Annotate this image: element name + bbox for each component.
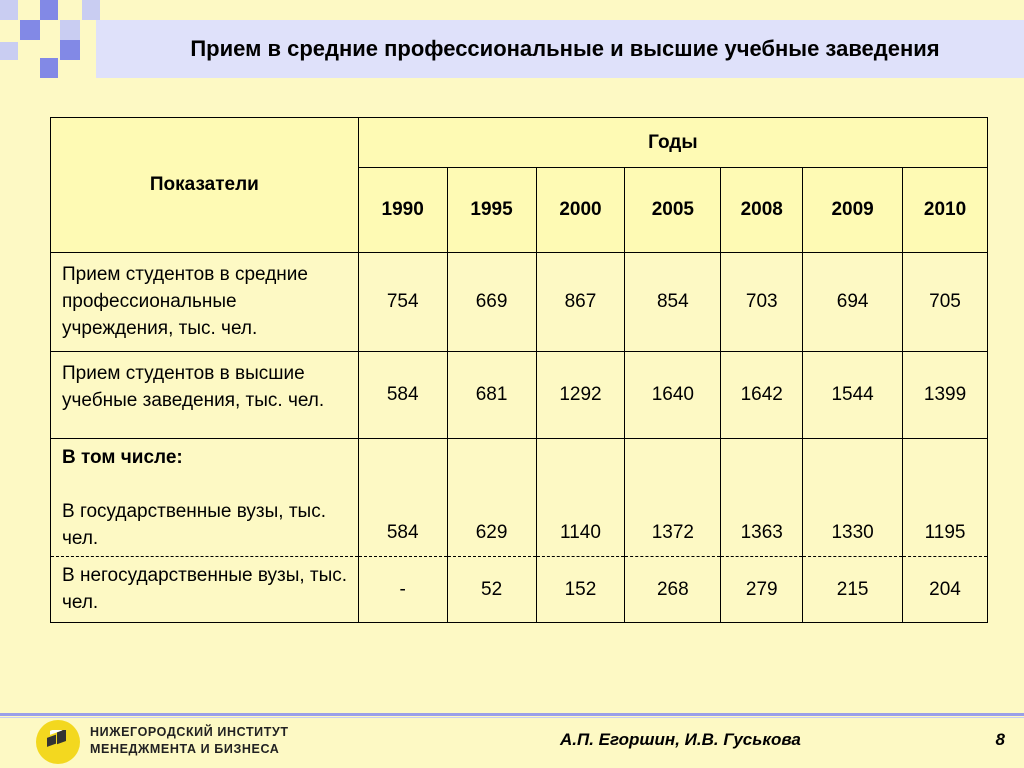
row-label: Прием студентов в средние профессиональные учреждения, тыс. чел.: [51, 253, 359, 352]
table-row: [51, 352, 988, 439]
table-cell: 854: [625, 253, 721, 352]
slide-title: Прием в средние профессиональные и высшие учебные заведения: [190, 36, 940, 61]
institute-line-2: МЕНЕДЖМЕНТА И БИЗНЕСА: [90, 742, 280, 756]
table-cell: 705: [903, 253, 988, 352]
institute-logo-icon: [36, 720, 80, 764]
table-cell: 1330: [803, 439, 903, 557]
admissions-table: [50, 117, 988, 623]
table-cell: 694: [803, 253, 903, 352]
table-cell: 1372: [625, 439, 721, 557]
table-cell: 754: [358, 253, 447, 352]
table-cell: 629: [447, 439, 536, 557]
table-cell: 152: [536, 557, 625, 623]
row-label-bold: В том числе:: [62, 447, 183, 468]
row-label-text: В государственные вузы, тыс. чел.: [62, 501, 326, 549]
table-cell: 1544: [803, 352, 903, 439]
table-cell: 1640: [625, 352, 721, 439]
table-cell: 204: [903, 557, 988, 623]
institute-line-1: НИЖЕГОРОДСКИЙ ИНСТИТУТ: [90, 725, 289, 739]
authors: А.П. Егоршин, И.В. Гуськова: [560, 730, 801, 749]
table-cell: 1195: [903, 439, 988, 557]
table-row: [51, 253, 988, 352]
table-cell: 1642: [721, 352, 803, 439]
header-row-years: [51, 118, 988, 168]
years-header: Годы: [358, 118, 987, 168]
table-cell: 1363: [721, 439, 803, 557]
table-cell: 1399: [903, 352, 988, 439]
year-header: 2005: [625, 168, 721, 253]
row-label: В негосударственные вузы, тыс. чел.: [51, 557, 359, 623]
footer-divider: [0, 713, 1024, 716]
table-cell: 867: [536, 253, 625, 352]
table-cell: 268: [625, 557, 721, 623]
table-cell: 1140: [536, 439, 625, 557]
table-cell: 1292: [536, 352, 625, 439]
year-header: 2009: [803, 168, 903, 253]
year-header: 2008: [721, 168, 803, 253]
year-header: 2010: [903, 168, 988, 253]
table-cell: 584: [358, 439, 447, 557]
institute-name: [90, 724, 350, 758]
table-cell: 681: [447, 352, 536, 439]
table-cell: -: [358, 557, 447, 623]
table-cell: 669: [447, 253, 536, 352]
footer-divider-thin: [0, 717, 1024, 718]
table-cell: 52: [447, 557, 536, 623]
page-number: 8: [995, 730, 1005, 749]
row-label: Прием студентов в высшие учебные заведения, тыс. чел.: [51, 352, 359, 439]
table-cell: 584: [358, 352, 447, 439]
table-cell: 279: [721, 557, 803, 623]
year-header: 2000: [536, 168, 625, 253]
year-header: 1995: [447, 168, 536, 253]
table-row: [51, 439, 988, 557]
table-row: [51, 557, 988, 623]
table-cell: 703: [721, 253, 803, 352]
indicator-header: Показатели: [51, 118, 359, 253]
table-cell: 215: [803, 557, 903, 623]
year-header: 1990: [358, 168, 447, 253]
row-label: [51, 439, 359, 557]
